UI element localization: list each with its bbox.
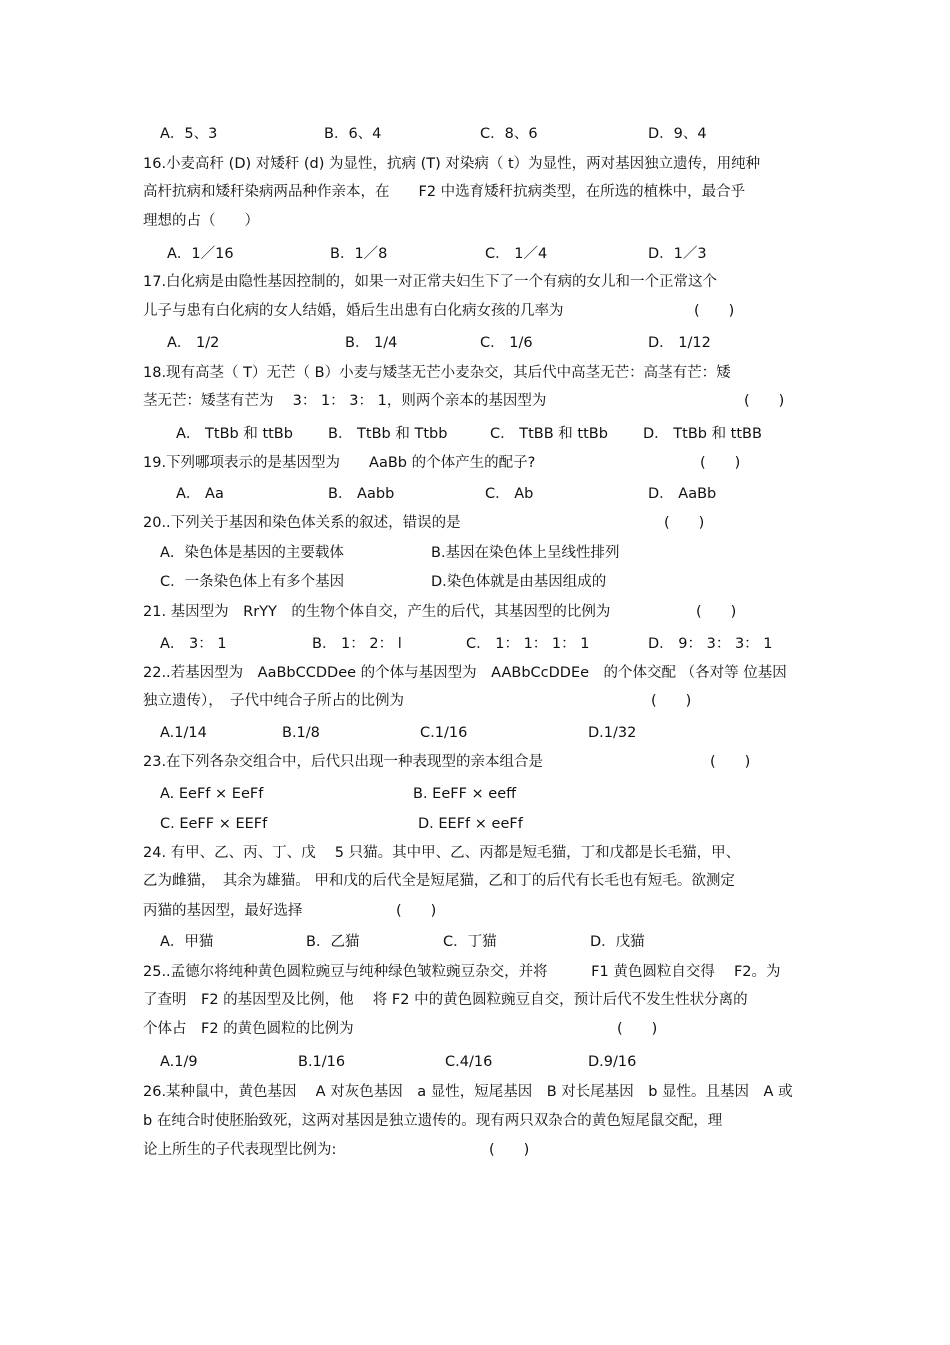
q22-option-d: D.1/32 (588, 725, 637, 741)
q15-option-b: B．6、4 (324, 126, 382, 142)
q19-answer-paren: ( ) (700, 455, 741, 471)
q24-stem-line-2: 乙为雌猫， 其余为雄猫。 甲和戊的后代全是短尾猫，乙和丁的后代有长毛也有短毛。欲测定 (143, 873, 735, 889)
q18-option-b: B． TtBb 和 Ttbb (328, 426, 448, 442)
q18-option-a: A． TtBb 和 ttBb (176, 426, 293, 442)
q15-option-a: A．5、3 (160, 126, 218, 142)
q23-answer-paren: ( ) (710, 754, 751, 770)
q25-answer-paren: ( ) (617, 1021, 658, 1037)
q18-option-d: D． TtBb 和 ttBB (643, 426, 762, 442)
q17-stem-line-2: 儿子与患有白化病的女人结婚，婚后生出患有白化病女孩的几率为 (143, 303, 564, 319)
q20-option-d: D.染色体就是由基因组成的 (431, 574, 607, 590)
q21-answer-paren: ( ) (696, 604, 737, 620)
q19-option-c: C． Ab (485, 486, 534, 502)
q26-stem-line-3: 论上所生的子代表现型比例为: (143, 1142, 337, 1158)
q24-stem-line-3: 丙猫的基因型，最好选择 (143, 903, 303, 919)
q24-answer-paren: ( ) (396, 903, 437, 919)
q20-stem-line-1: 20..下列关于基因和染色体关系的叙述，错误的是 (143, 515, 461, 531)
q16-option-d: D．1／3 (648, 246, 707, 262)
q25-stem-line-3: 个体占 F2 的黄色圆粒的比例为 (143, 1021, 354, 1037)
q23-option-c: C. EeFF × EEFf (160, 816, 268, 832)
q21-option-b: B． 1： 2： l (312, 636, 402, 652)
q19-option-b: B． Aabb (328, 486, 395, 502)
q19-option-d: D． AaBb (648, 486, 717, 502)
q22-stem-line-2: 独立遗传）， 子代中纯合子所占的比例为 (143, 693, 404, 709)
q17-stem-line-1: 17.白化病是由隐性基因控制的，如果一对正常夫妇生下了一个有病的女儿和一个正常这个 (143, 274, 718, 290)
q15-option-d: D．9、4 (648, 126, 707, 142)
q17-option-b: B． 1/4 (345, 335, 398, 351)
q16-stem-line-2: 高杆抗病和矮秆染病两品种作亲本，在 F2 中选育矮秆抗病类型，在所选的植株中，最合乎 (143, 184, 746, 200)
q21-option-d: D． 9： 3： 3： 1 (648, 636, 773, 652)
q20-answer-paren: ( ) (664, 515, 705, 531)
q16-option-a: A．1／16 (167, 246, 234, 262)
q16-option-c: C． 1／4 (485, 246, 548, 262)
q21-stem-line-1: 21. 基因型为 RrYY 的生物个体自交，产生的后代，其基因型的比例为 (143, 604, 611, 620)
q18-answer-paren: ( ) (744, 393, 785, 409)
q17-answer-paren: ( ) (694, 303, 735, 319)
q17-option-d: D． 1/12 (648, 335, 711, 351)
q16-stem-line-3: 理想的占（ ） (143, 213, 259, 229)
q20-option-a: A．染色体是基因的主要载体 (160, 545, 344, 561)
q23-option-a: A. EeFf × EeFf (160, 786, 264, 802)
q21-option-c: C． 1： 1： 1： 1 (466, 636, 590, 652)
q22-option-c: C.1/16 (420, 725, 468, 741)
q25-option-b: B.1/16 (298, 1054, 346, 1070)
q24-stem-line-1: 24. 有甲、乙、丙、丁、戊 5 只猫。其中甲、乙、丙都是短毛猫，丁和戊都是长毛猫，甲、 (143, 845, 741, 861)
q25-stem-line-1: 25..孟德尔将纯种黄色圆粒豌豆与纯种绿色皱粒豌豆杂交，并将 F1 黄色圆粒自交得 F2。为 (143, 964, 781, 980)
q22-answer-paren: ( ) (651, 693, 692, 709)
q23-stem-line-1: 23.在下列各杂交组合中，后代只出现一种表现型的亲本组合是 (143, 754, 544, 770)
q18-option-c: C． TtBB 和 ttBb (490, 426, 608, 442)
q22-option-b: B.1/8 (282, 725, 320, 741)
q23-option-b: B. EeFF × eeff (413, 786, 517, 802)
q17-option-a: A． 1/2 (167, 335, 220, 351)
q20-option-b: B.基因在染色体上呈线性排列 (431, 545, 620, 561)
q22-stem-line-1: 22..若基因型为 AaBbCCDDee 的个体与基因型为 AABbCcDDEe 的个体交配 （各对等 位基因 (143, 665, 787, 681)
q24-option-c: C．丁猫 (443, 934, 497, 950)
q20-option-c: C．一条染色体上有多个基因 (160, 574, 345, 590)
q15-option-c: C．8、6 (480, 126, 538, 142)
q22-option-a: A.1/14 (160, 725, 207, 741)
q24-option-a: A．甲猫 (160, 934, 214, 950)
q26-stem-line-1: 26.某种鼠中，黄色基因 A 对灰色基因 a 显性，短尾基因 B 对长尾基因 b 显性。且基因 A 或 (143, 1084, 793, 1100)
q26-stem-line-2: b 在纯合时使胚胎致死，这两对基因是独立遗传的。现有两只双杂合的黄色短尾鼠交配，理 (143, 1113, 723, 1129)
q18-stem-line-1: 18.现有高茎（ T）无芒（ B）小麦与矮茎无芒小麦杂交，其后代中高茎无芒：高茎有芒：矮 (143, 365, 731, 381)
q19-stem-line-1: 19.下列哪项表示的是基因型为 AaBb 的个体产生的配子? (143, 455, 536, 471)
q21-option-a: A． 3： 1 (160, 636, 227, 652)
q26-answer-paren: ( ) (489, 1142, 530, 1158)
q24-option-d: D．戊猫 (590, 934, 645, 950)
q25-option-a: A.1/9 (160, 1054, 198, 1070)
q24-option-b: B．乙猫 (306, 934, 360, 950)
q17-option-c: C． 1/6 (480, 335, 533, 351)
q19-option-a: A． Aa (176, 486, 224, 502)
q23-option-d: D. EEFf × eeFf (418, 816, 523, 832)
q16-option-b: B．1／8 (330, 246, 388, 262)
q18-stem-line-2: 茎无芒：矮茎有芒为 3： 1： 3： 1，则两个亲本的基因型为 (143, 393, 547, 409)
q25-stem-line-2: 了查明 F2 的基因型及比例，他 将 F2 中的黄色圆粒豌豆自交，预计后代不发生性状分离的 (143, 992, 748, 1008)
q25-option-c: C.4/16 (445, 1054, 493, 1070)
q25-option-d: D.9/16 (588, 1054, 637, 1070)
q16-stem-line-1: 16.小麦高秆 (D) 对矮秆 (d) 为显性，抗病 (T) 对染病（ t）为显性，两对基因独立遗传，用纯种 (143, 156, 761, 172)
